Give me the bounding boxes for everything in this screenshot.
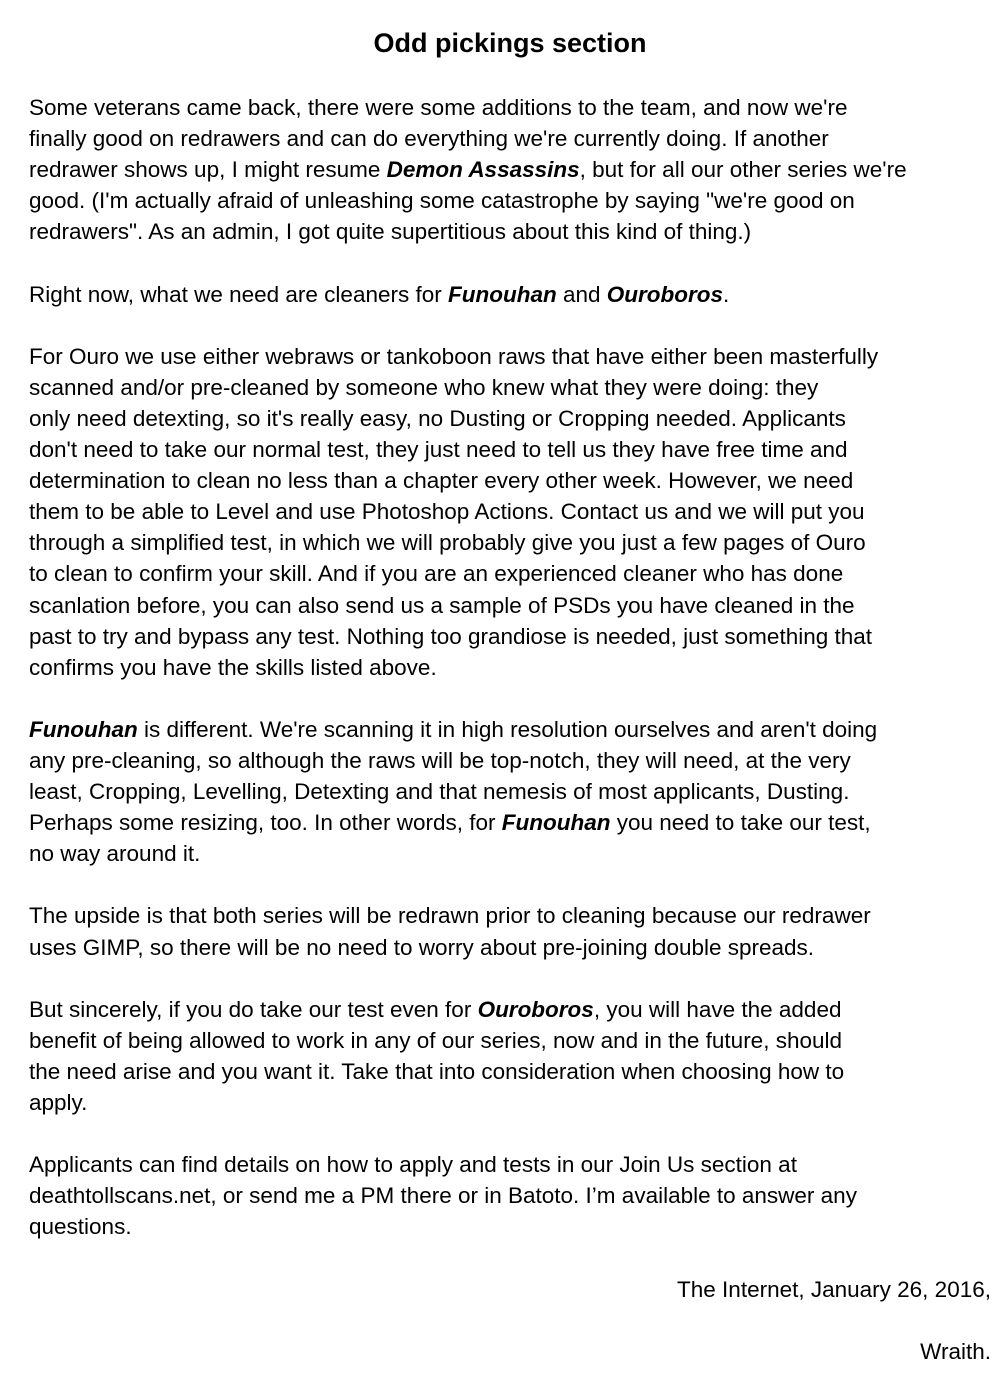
paragraph-gap	[29, 869, 991, 900]
text-line	[29, 714, 991, 745]
text-segment: to clean to confirm your skill. And if you are an experienced cleaner who has done	[29, 561, 844, 587]
text-segment: Applicants can find details on how to apply and tests in our Join Us section at	[29, 1152, 797, 1178]
body-paragraph	[29, 900, 991, 962]
text-segment: Some veterans came back, there were some additions to the team, and now we're	[29, 95, 848, 120]
text-segment: and	[556, 281, 607, 307]
text-line	[29, 92, 991, 123]
text-line	[29, 372, 991, 403]
text-segment: redrawers". As an admin, I got quite supertitious about this kind of thing.)	[29, 219, 752, 245]
text-segment: you need to take our test,	[610, 810, 871, 836]
paragraph-gap	[29, 310, 991, 341]
text-segment: confirms you have the skills listed above.	[29, 654, 437, 680]
text-segment: Perhaps some resizing, too. In other words, for	[29, 810, 502, 836]
text-segment: questions.	[29, 1214, 132, 1240]
text-line	[29, 558, 991, 589]
spacer	[29, 1305, 991, 1336]
text-segment: , but for all our other series we're	[579, 157, 907, 183]
signoff-date: The Internet, January 26, 2016,	[677, 1276, 991, 1302]
text-segment: is different. We're scanning it in high resolution ourselves and aren't doing	[137, 716, 878, 742]
text-line	[29, 465, 991, 496]
text-segment: no way around it.	[29, 841, 201, 867]
signature: Wraith.	[920, 1338, 991, 1364]
text-line	[29, 496, 991, 527]
text-segment: , you will have the added	[593, 996, 842, 1022]
series-title-emphasis: Funouhan	[501, 810, 611, 836]
spacer	[29, 1242, 991, 1273]
text-segment: through a simplified test, in which we will probably give you just a few pages of Ouro	[29, 530, 866, 556]
text-segment: only need detexting, so it's really easy, no Dusting or Cropping needed. Applicants	[29, 405, 846, 431]
body-paragraph	[29, 279, 991, 310]
document-page	[29, 0, 991, 1367]
body-paragraph	[29, 92, 991, 247]
text-segment: don't need to take our normal test, they just need to tell us they have free time and	[29, 437, 848, 463]
text-segment: least, Cropping, Levelling, Detexting and that nemesis of most applicants, Dusting.	[29, 779, 850, 805]
series-title-emphasis: Funouhan	[448, 281, 557, 307]
paragraph-gap	[29, 247, 991, 278]
text-segment: them to be able to Level and use Photoshop Actions. Contact us and we will put you	[29, 499, 865, 525]
text-line	[29, 527, 991, 558]
text-segment: benefit of being allowed to work in any of our series, now and in the future, should	[29, 1027, 842, 1053]
text-segment: Right now, what we need are cleaners for	[29, 281, 448, 307]
text-line	[29, 434, 991, 465]
paragraph-gap	[29, 1118, 991, 1149]
text-segment: uses GIMP, so there will be no need to worry about pre-joining double spreads.	[29, 934, 815, 960]
text-segment: apply.	[29, 1090, 88, 1115]
text-segment: good. (I'm actually afraid of unleashing some catastrophe by saying "we're good on	[29, 188, 855, 214]
paragraph-gap	[29, 963, 991, 994]
text-line	[29, 776, 991, 807]
text-line	[29, 1087, 991, 1118]
text-segment: scanlation before, you can also send us a sample of PSDs you have cleaned in the	[29, 592, 855, 618]
text-segment: redrawer shows up, I might resume	[29, 157, 387, 183]
text-line	[29, 341, 991, 372]
text-line	[29, 621, 991, 652]
body-paragraph	[29, 714, 991, 869]
text-segment: any pre-cleaning, so although the raws will be top-notch, they will need, at the very	[29, 747, 851, 773]
document-title: Odd pickings section	[373, 28, 647, 58]
text-line	[29, 807, 991, 838]
text-line	[29, 279, 991, 310]
text-segment: The upside is that both series will be redrawn prior to cleaning because our redrawer	[29, 903, 871, 929]
text-line	[29, 900, 991, 931]
text-line	[29, 123, 991, 154]
text-line	[29, 1025, 991, 1056]
series-title-emphasis: Demon Assassins	[386, 157, 580, 183]
text-line	[29, 652, 991, 683]
text-segment: past to try and bypass any test. Nothing too grandiose is needed, just something that	[29, 623, 873, 649]
text-line	[29, 403, 991, 434]
text-line	[29, 994, 991, 1025]
text-segment: the need arise and you want it. Take that into consideration when choosing how to	[29, 1058, 845, 1084]
text-segment: deathtollscans.net, or send me a PM there or in Batoto. I’m available to answer any	[29, 1183, 857, 1209]
text-segment: .	[723, 281, 730, 307]
text-line	[29, 1149, 991, 1180]
text-line	[29, 154, 991, 185]
body-paragraph	[29, 1149, 991, 1242]
text-line	[29, 590, 991, 621]
text-line	[29, 1056, 991, 1087]
paragraph-gap	[29, 683, 991, 714]
text-line	[29, 932, 991, 963]
text-segment: scanned and/or pre-cleaned by someone who knew what they were doing: they	[29, 374, 819, 400]
text-line	[29, 216, 991, 247]
text-segment: But sincerely, if you do take our test even for	[29, 996, 478, 1022]
text-line	[29, 185, 991, 216]
text-line	[29, 745, 991, 776]
text-line	[29, 1211, 991, 1242]
text-segment: For Ouro we use either webraws or tankoboon raws that have either been masterfully	[29, 343, 879, 369]
series-title-emphasis: Ouroboros	[477, 996, 594, 1022]
text-segment: finally good on redrawers and can do everything we're currently doing. If another	[29, 126, 829, 152]
text-line	[29, 838, 991, 869]
body-paragraph	[29, 341, 991, 683]
series-title-emphasis: Ouroboros	[606, 281, 724, 307]
series-title-emphasis: Funouhan	[29, 716, 138, 742]
text-segment: determination to clean no less than a chapter every other week. However, we need	[29, 468, 854, 494]
text-line	[29, 1180, 991, 1211]
body-paragraph	[29, 994, 991, 1118]
document-body	[29, 92, 991, 1242]
